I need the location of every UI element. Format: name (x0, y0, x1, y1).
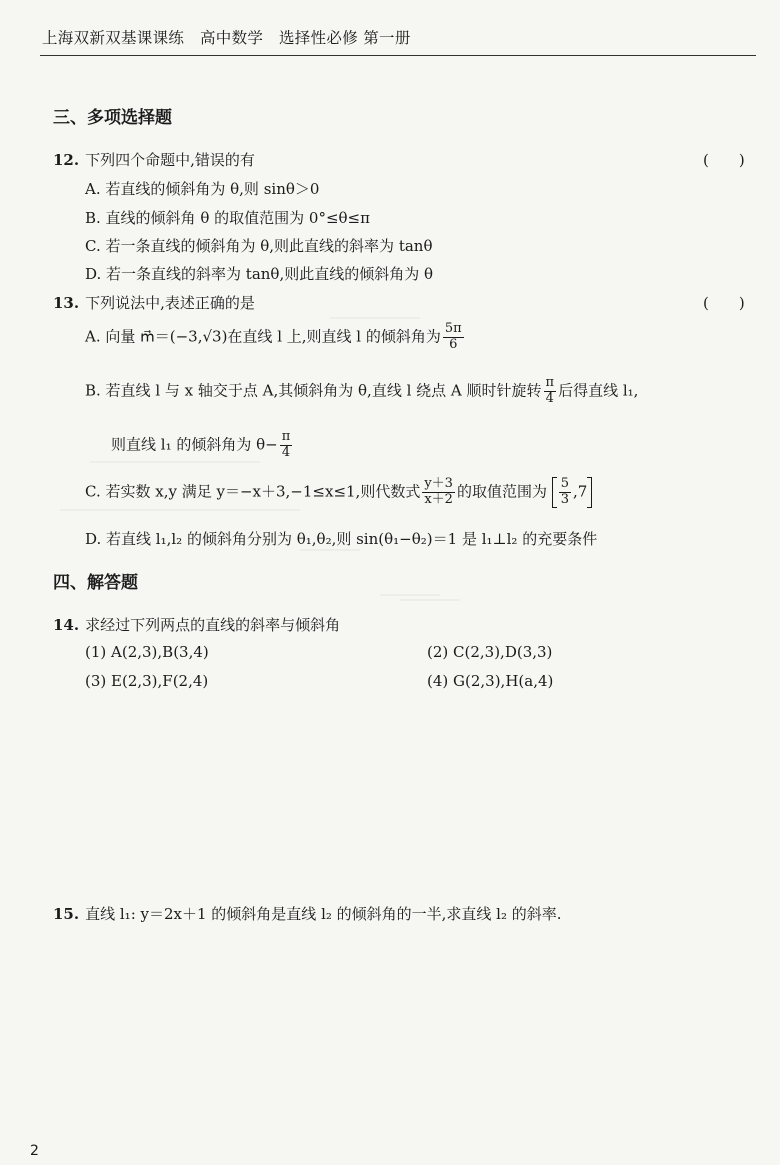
question-14-text: 求经过下列两点的直线的斜率与倾斜角 (85, 616, 341, 634)
question-13-text: 下列说法中,表述正确的是 (85, 294, 255, 312)
question-14-part-2: (2) C(2,3),D(3,3) (427, 643, 553, 661)
question-13-option-d: D. 若直线 l₁,l₂ 的倾斜角分别为 θ₁,θ₂,则 sin(θ₁−θ₂)＝1 是 l₁⊥l₂ 的充要条件 (85, 530, 598, 548)
section-title-multiple-choice: 三、多项选择题 (53, 108, 172, 128)
fraction-numerator: 5 (560, 476, 570, 491)
question-14-number: 14. (53, 616, 80, 634)
question-12-text: 下列四个命题中,错误的有 (85, 151, 255, 169)
fraction-numerator: y＋3 (424, 476, 453, 491)
question-15-number: 15. (53, 905, 80, 923)
question-12-number: 12. (53, 151, 80, 169)
option-c-text: C. 若实数 x,y 满足 y＝−x＋3,−1≤x≤1,则代数式 (85, 482, 421, 501)
section-title-answer-questions: 四、解答题 (53, 573, 138, 593)
fraction-numerator: π (545, 375, 555, 390)
question-12-option-d: D. 若一条直线的斜率为 tanθ,则此直线的倾斜角为 θ (85, 265, 434, 283)
question-14-part-1: (1) A(2,3),B(3,4) (85, 643, 209, 661)
option-b-line2-text: 则直线 l₁ 的倾斜角为 θ− (111, 435, 278, 454)
running-header: 上海双新双基课课练 高中数学 选择性必修 第一册 (42, 29, 411, 47)
fraction-numerator: π (281, 429, 291, 444)
fraction-denominator: 6 (449, 336, 458, 352)
question-13-number: 13. (53, 294, 80, 312)
fraction-denominator: x＋2 (424, 491, 453, 507)
fraction-denominator: 4 (281, 444, 291, 460)
interval-upper-bound: ,7 (573, 482, 588, 501)
question-13-answer-paren: ( ) (703, 294, 745, 312)
fraction-numerator: 5π (444, 321, 462, 336)
page-number: 2 (30, 1143, 39, 1159)
fraction-denominator: 4 (545, 390, 554, 406)
option-a-text: A. 向量 m⃗＝(−3,√3)在直线 l 上,则直线 l 的倾斜角为 (85, 327, 441, 346)
question-14-part-4: (4) G(2,3),H(a,4) (427, 672, 554, 690)
question-12-option-c: C. 若一条直线的倾斜角为 θ,则此直线的斜率为 tanθ (85, 237, 433, 255)
question-12-option-a: A. 若直线的倾斜角为 θ,则 sinθ＞0 (85, 180, 320, 198)
option-b-text: B. 若直线 l 与 x 轴交于点 A,其倾斜角为 θ,直线 l 绕点 A 顺时针旋转 (85, 381, 542, 400)
fraction-denominator: 3 (560, 491, 570, 507)
question-12-option-b: B. 直线的倾斜角 θ 的取值范围为 0°≤θ≤π (85, 209, 370, 227)
question-15-text: 直线 l₁: y＝2x＋1 的倾斜角是直线 l₂ 的倾斜角的一半,求直线 l₂ 的斜率. (85, 905, 562, 923)
option-c-text-mid: 的取值范围为 (456, 482, 547, 501)
option-b-text-end: 后得直线 l₁, (558, 381, 639, 400)
question-12-answer-paren: ( ) (703, 151, 745, 169)
question-14-part-3: (3) E(2,3),F(2,4) (85, 672, 209, 690)
